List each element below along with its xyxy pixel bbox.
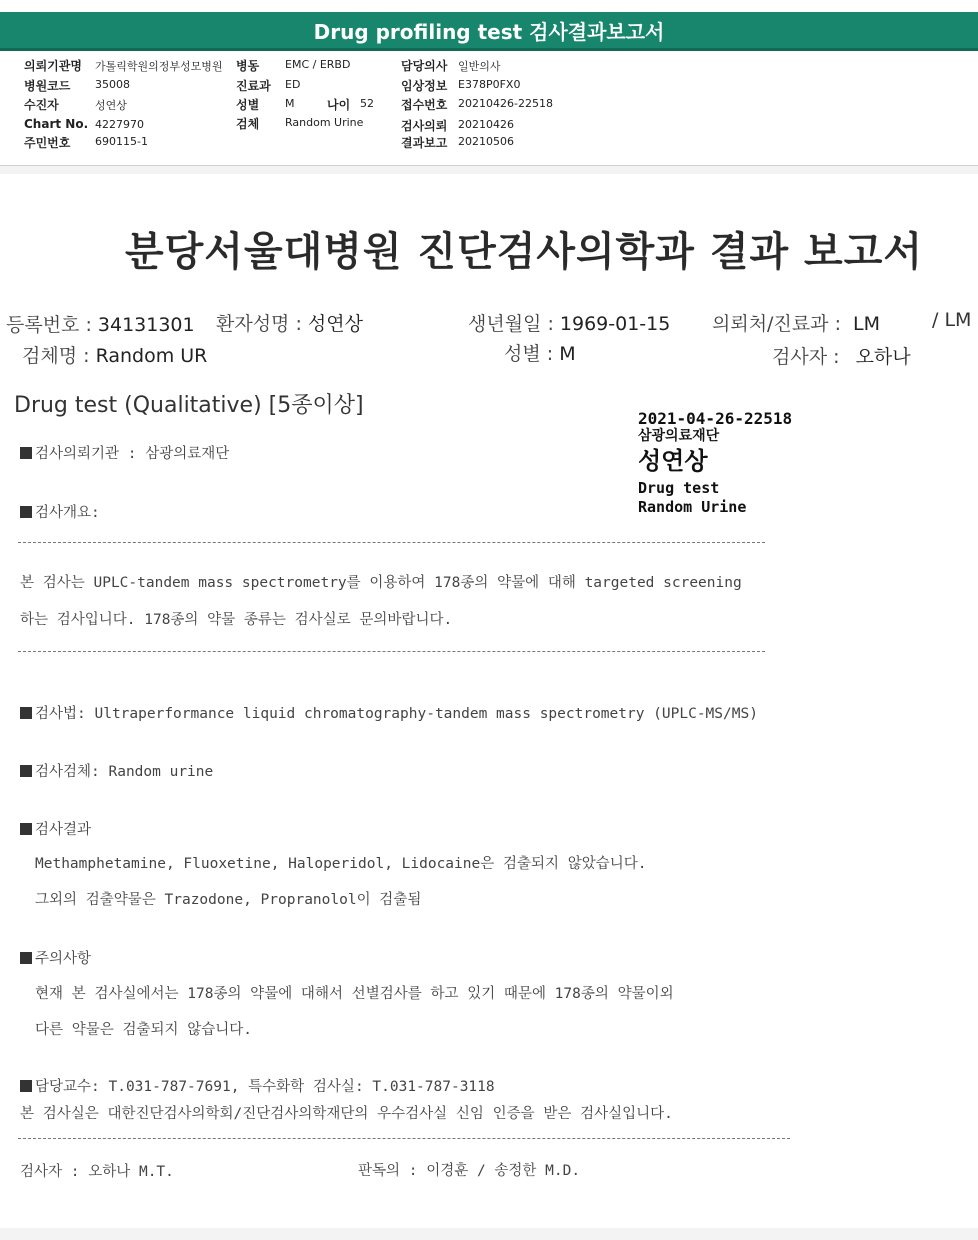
test-name: Drug test (Qualitative) [5종이상] <box>14 393 364 418</box>
examinee-value: 성연상 <box>95 99 127 112</box>
clinical-info-label: 임상정보 <box>401 79 448 93</box>
tester-label: 검사자 : <box>772 346 840 368</box>
patient-sex-value: M <box>559 343 576 365</box>
stamp-lab-name: 삼광의료재단 <box>638 428 720 445</box>
receipt-no-label: 접수번호 <box>401 98 448 112</box>
tester-signature: 검사자 : 오하나 M.T. <box>20 1164 174 1180</box>
requesting-org-label: 의뢰기관명 <box>24 59 82 73</box>
patient-name-value: 성연상 <box>307 313 363 335</box>
report-header-title: Drug profiling test 검사결과보고서 <box>0 12 978 48</box>
overview-heading: 검사개요: <box>20 501 100 522</box>
sex-value: M <box>285 97 295 110</box>
stamp-specimen: Random Urine <box>638 498 747 517</box>
section-divider <box>0 166 978 174</box>
registration-number <box>6 310 195 337</box>
date-of-birth <box>468 309 670 336</box>
examinee-label: 수진자 <box>24 98 59 112</box>
requesting-lab: 검사의뢰기관 : 삼광의료재단 <box>20 442 229 463</box>
patient-sex <box>504 339 576 366</box>
divider-line <box>18 1138 790 1139</box>
hospital-report-title: 분당서울대병원 진단검사의학과 결과 보고서 <box>125 229 923 275</box>
stamp-receipt-number: 2021-04-26-22518 <box>638 409 793 428</box>
date-of-birth-label: 생년월일 : <box>468 313 554 335</box>
specimen-name-value: Random UR <box>95 345 208 367</box>
hospital-code-label: 병원코드 <box>24 79 71 93</box>
result-heading: 검사결과 <box>20 818 91 839</box>
result-line-1: Methamphetamine, Fluoxetine, Haloperidol, Lidocaine은 검출되지 않았습니다. <box>35 856 647 872</box>
test-method: 검사법: Ultraperformance liquid chromatography-tandem mass spectrometry (UPLC-MS/MS) <box>20 702 758 723</box>
sex-label: 성별 <box>236 98 260 112</box>
doctor-value: 일반의사 <box>458 60 501 73</box>
chart-no-value: 4227970 <box>95 118 144 131</box>
stamp-patient-name: 성연상 <box>638 447 708 476</box>
referral-dept-value: LM <box>853 313 880 335</box>
rrn-label: 주민번호 <box>24 136 71 150</box>
caution-line-1: 현재 본 검사실에서는 178종의 약물에 대해서 선별검사를 하고 있기 때문에 178종의 약물이외 <box>35 986 674 1002</box>
clinical-info-value: E378P0FX0 <box>458 78 521 91</box>
specimen-label: 검체 <box>236 117 260 131</box>
chart-no-label: Chart No. <box>24 117 89 131</box>
patient-name-label: 환자성명 : <box>216 313 302 335</box>
referral-dept-secondary: / LM <box>932 309 972 331</box>
dept-label: 진료과 <box>236 79 271 93</box>
report-date-value: 20210506 <box>458 135 514 148</box>
doctor-label: 담당의사 <box>401 59 448 73</box>
certification-text: 본 검사실은 대한진단검사의학회/진단검사의학재단의 우수검사실 신임 인증을 받은 검사실입니다. <box>20 1106 673 1122</box>
ward-label: 병동 <box>236 59 260 73</box>
divider-line <box>18 651 765 652</box>
patient-sex-label: 성별 : <box>504 343 554 365</box>
specimen-value: Random Urine <box>285 116 364 129</box>
dept-value: ED <box>285 78 301 91</box>
patient-name <box>216 309 363 336</box>
overview-text-line-1: 본 검사는 UPLC-tandem mass spectrometry를 이용하여 178종의 약물에 대해 targeted screening <box>20 575 742 591</box>
hospital-code-value: 35008 <box>95 78 130 91</box>
rrn-value: 690115-1 <box>95 135 148 148</box>
date-of-birth-value: 1969-01-15 <box>559 313 671 335</box>
tester-value: 오하나 <box>855 346 911 368</box>
reviewer-signature: 판독의 : 이경훈 / 송정한 M.D. <box>358 1163 581 1179</box>
request-date-label: 검사의뢰 <box>401 119 448 133</box>
ward-value: EMC / ERBD <box>285 58 351 71</box>
tester <box>772 342 911 369</box>
caution-heading: 주의사항 <box>20 947 91 968</box>
request-date-value: 20210426 <box>458 118 514 131</box>
result-line-2: 그외의 검출약물은 Trazodone, Propranolol이 검출됨 <box>35 892 422 908</box>
referral-dept <box>712 309 880 336</box>
specimen-name <box>22 341 207 368</box>
page-bottom-divider <box>0 1228 978 1240</box>
test-specimen: 검사검체: Random urine <box>20 760 213 781</box>
receipt-no-value: 20210426-22518 <box>458 97 553 110</box>
referral-dept-label: 의뢰처/진료과 : <box>712 313 841 335</box>
report-date-label: 결과보고 <box>401 136 448 150</box>
caution-line-2: 다른 약물은 검출되지 않습니다. <box>35 1022 253 1038</box>
specimen-label-stamp <box>638 410 792 517</box>
age-value: 52 <box>360 97 374 110</box>
stamp-test-name: Drug test <box>638 479 720 498</box>
overview-text-line-2: 하는 검사입니다. 178종의 약물 종류는 검사실로 문의바랍니다. <box>20 612 453 628</box>
requesting-org-value: 가톨릭학원의정부성모병원 <box>95 60 223 73</box>
registration-number-label: 등록번호 : <box>6 314 92 336</box>
lab-report-header-card <box>0 0 978 166</box>
specimen-name-label: 검체명 : <box>22 345 90 367</box>
divider-line <box>18 542 765 543</box>
contact-info: 담당교수: T.031-787-7691, 특수화학 검사실: T.031-787-3118 <box>20 1075 495 1096</box>
registration-number-value: 34131301 <box>97 314 195 336</box>
age-label: 나이 <box>327 98 351 112</box>
